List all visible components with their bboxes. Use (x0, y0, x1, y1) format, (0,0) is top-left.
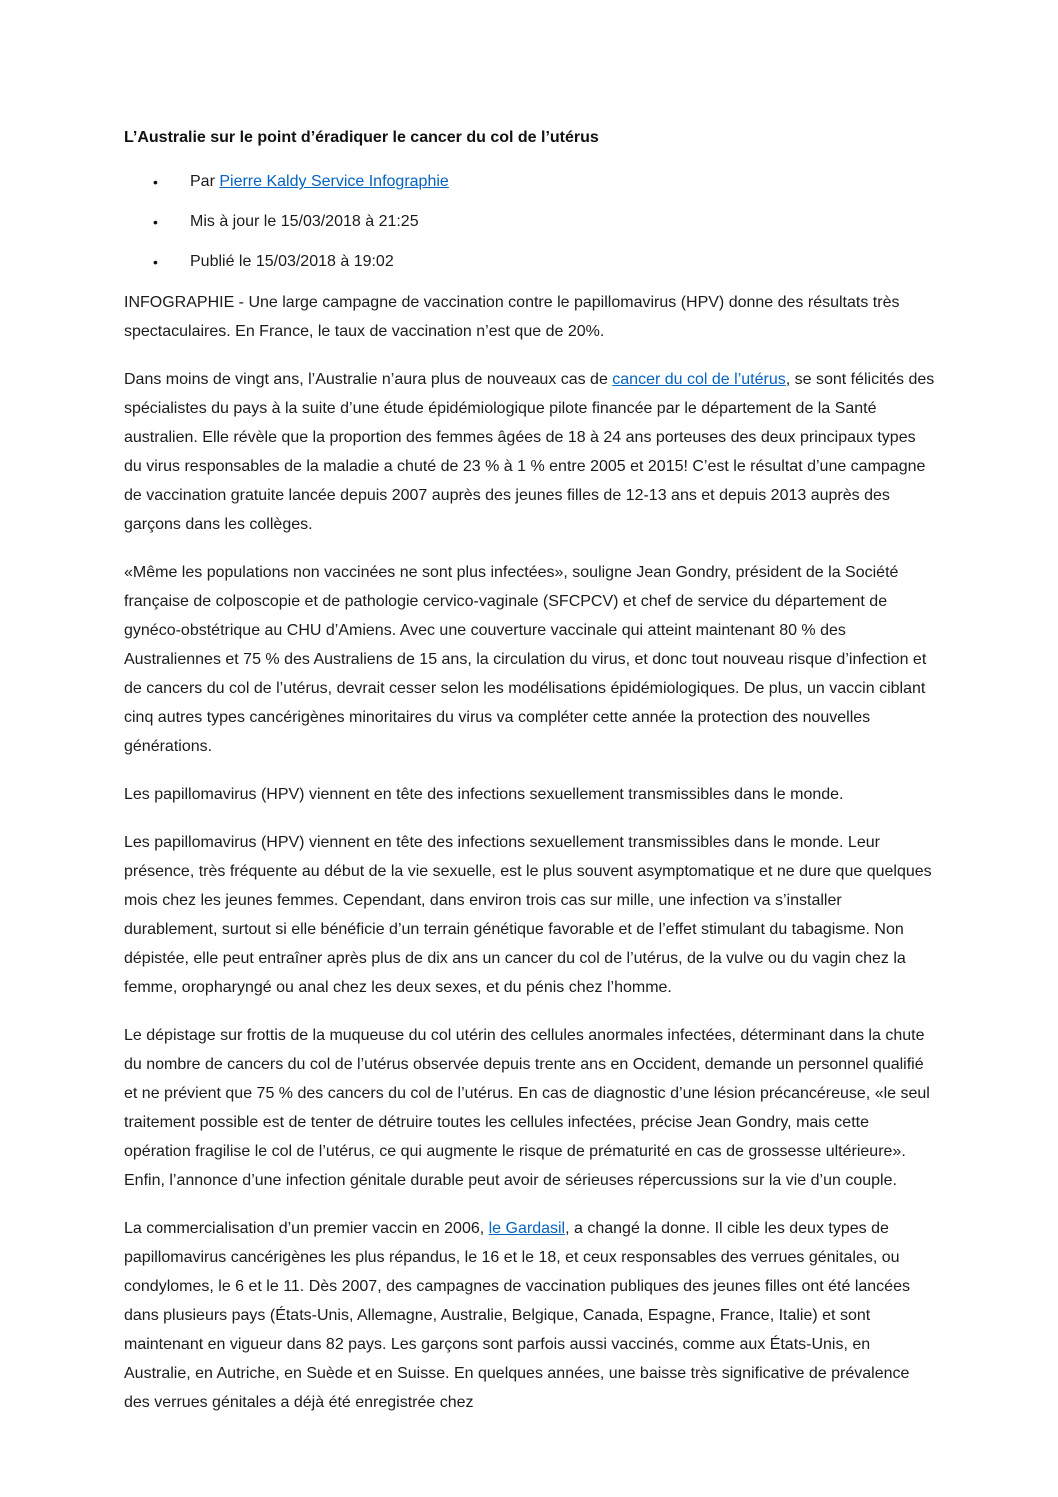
author-link[interactable]: Pierre Kaldy Service Infographie (219, 173, 449, 190)
paragraph-text: , a changé la donne. Il cible les deux types de papillomavirus cancérigènes les plus répandus, le 16 et le 18, et ceux responsables des verrues génitales, ou condylomes, le 6 et le 11. Dès 2007, des campagnes de vaccination publiques des jeunes filles ont été lancées dans plusieurs pays (États-Unis, Allemagne, Australie, Belgique, Canada, Espagne, France, Italie) et sont maintenant en vigueur dans 82 pays. Les garçons sont parfois aussi vaccinés, comme aux États-Unis, en Australie, en Autriche, en Suède et en Suisse. En quelques années, une baisse très significative de prévalence des verrues génitales a déjà été enregistrée chez (124, 1220, 910, 1411)
paragraph-lead (124, 288, 936, 346)
cervical-cancer-link[interactable]: cancer du col de l’utérus (612, 371, 786, 388)
paragraph (124, 558, 936, 761)
published-text: Publié le 15/03/2018 à 19:02 (190, 253, 394, 270)
bullet-icon: • (153, 174, 158, 190)
paragraph-text: INFOGRAPHIE - Une large campagne de vaccination contre le papillomavirus (HPV) donne des résultats très spectaculaires. En France, le taux de vaccination n’est que de 20%. (124, 294, 900, 340)
paragraph (124, 365, 936, 539)
paragraph-text: La commercialisation d’un premier vaccin en 2006, (124, 1220, 489, 1237)
paragraph-text: Les papillomavirus (HPV) viennent en tête des infections sexuellement transmissibles dans le monde. (124, 786, 844, 803)
paragraph-text: Le dépistage sur frottis de la muqueuse du col utérin des cellules anormales infectées, déterminant dans la chute du nombre de cancers du col de l’utérus observée depuis trente ans en Occident, demande un personnel qualifié et ne prévient que 75 % des cancers du col de l’utérus. En cas de diagnostic d’une lésion précancéreuse, «le seul traitement possible est de tenter de détruire toutes les cellules infectées, précise Jean Gondry, mais cette opération fragilise le col de l’utérus, ce qui augmente le risque de prématurité en cas de grossesse ultérieure». Enfin, l’annonce d’une infection génitale durable peut avoir de sérieuses répercussions sur la vie d’un couple. (124, 1027, 930, 1189)
paragraph-text: Dans moins de vingt ans, l’Australie n’aura plus de nouveaux cas de (124, 371, 613, 388)
article-body (124, 288, 936, 1417)
article-meta-list (124, 168, 936, 276)
paragraph (124, 1214, 936, 1417)
paragraph (124, 780, 936, 809)
published-item (124, 248, 936, 276)
paragraph-text: Les papillomavirus (HPV) viennent en tête des infections sexuellement transmissibles dans le monde. Leur présence, très fréquente au début de la vie sexuelle, est le plus souvent asymptomatique et ne dure que quelques mois chez les jeunes femmes. Cependant, dans environ trois cas sur mille, une infection va s’installer durablement, surtout si elle bénéficie d’un terrain génétique favorable et de l’effet stimulant du tabagisme. Non dépistée, elle peut entraîner après plus de dix ans un cancer du col de l’utérus, de la vulve ou du vagin chez la femme, oropharyngé ou anal chez les deux sexes, et du pénis chez l’homme. (124, 834, 932, 996)
paragraph-text: , se sont félicités des spécialistes du pays à la suite d’une étude épidémiologique pilote financée par le département de la Santé australien. Elle révèle que la proportion des femmes âgées de 18 à 24 ans porteuses des deux principaux types du virus responsables de la maladie a chuté de 23 % à 1 % entre 2005 et 2015! C’est le résultat d’une campagne de vaccination gratuite lancée depuis 2007 auprès des jeunes filles de 12-13 ans et depuis 2013 auprès des garçons dans les collèges. (124, 371, 935, 533)
gardasil-link[interactable]: le Gardasil (488, 1220, 566, 1237)
paragraph (124, 1021, 936, 1195)
updated-text: Mis à jour le 15/03/2018 à 21:25 (190, 213, 419, 230)
article-title: L’Australie sur le point d’éradiquer le cancer du col de l’utérus (124, 129, 599, 146)
bullet-icon: • (153, 214, 158, 230)
bullet-icon: • (153, 254, 158, 270)
updated-item (124, 208, 936, 236)
paragraph (124, 828, 936, 1002)
byline-prefix: Par (190, 173, 220, 190)
paragraph-text: «Même les populations non vaccinées ne sont plus infectées», souligne Jean Gondry, président de la Société française de colposcopie et de pathologie cervico-vaginale (SFCPCV) et chef de service du département de gynéco-obstétrique au CHU d’Amiens. Avec une couverture vaccinale qui atteint maintenant 80 % des Australiennes et 75 % des Australiens de 15 ans, la circulation du virus, et donc tout nouveau risque d’infection et de cancers du col de l’utérus, devrait cesser selon les modélisations épidémiologiques. De plus, un vaccin ciblant cinq autres types cancérigènes minoritaires du virus va compléter cette année la protection des nouvelles générations. (124, 564, 927, 755)
byline-item (124, 168, 936, 196)
